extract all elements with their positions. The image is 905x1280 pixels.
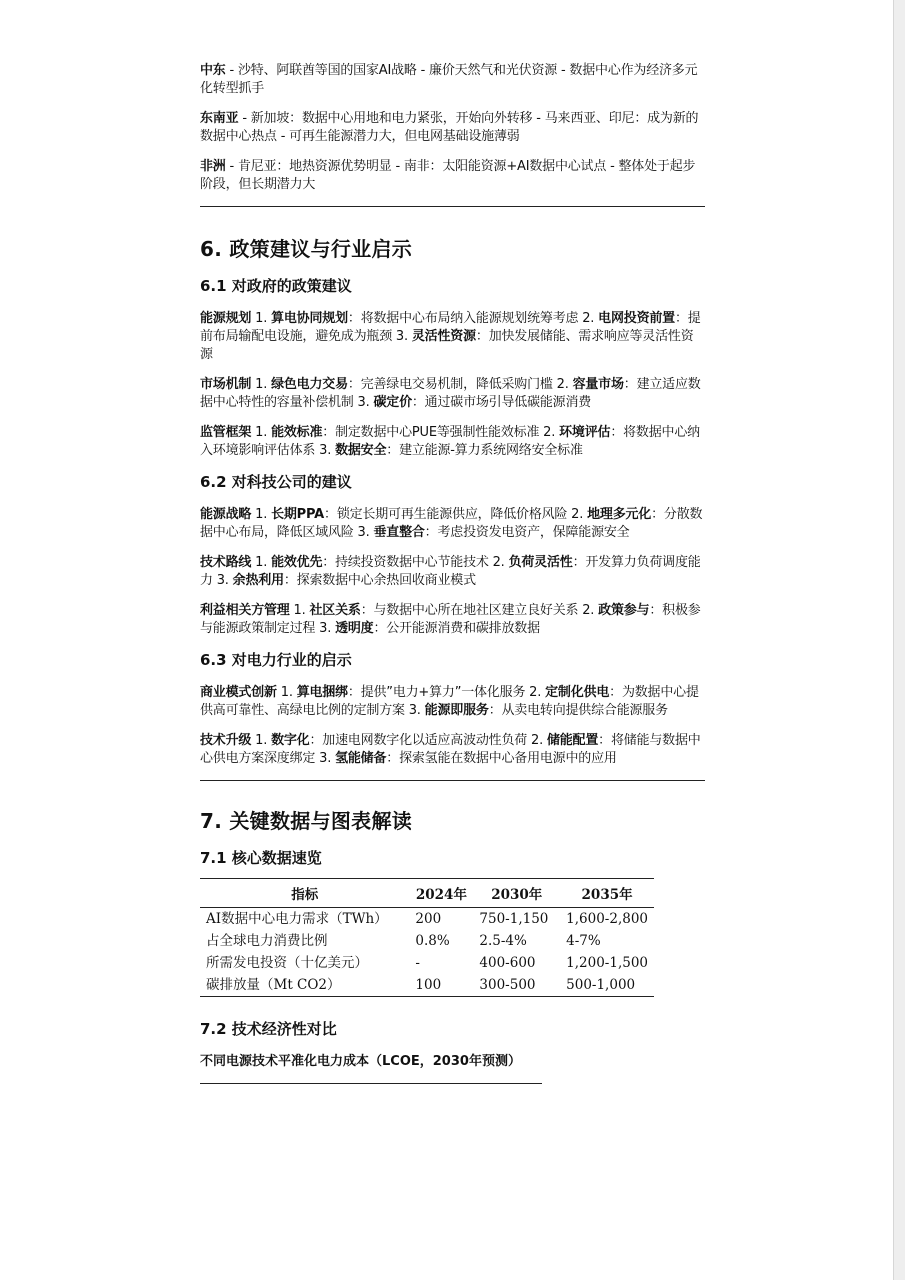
body-text: 1. [289, 603, 310, 618]
section-6-2-body [200, 506, 705, 638]
table-cell: 1,600-2,800 [566, 911, 648, 927]
bold-term: 市场机制 [200, 377, 252, 392]
table-cell: 1,200-1,500 [566, 955, 648, 971]
bold-term: 碳定价 [373, 395, 412, 410]
recommendation-paragraph [200, 684, 705, 720]
body-text: ：建立能源-算力系统网络安全标准 [386, 443, 583, 458]
table-row [200, 908, 654, 931]
recommendation-paragraph [200, 554, 705, 590]
body-text: ：公开能源消费和碳排放数据 [373, 621, 540, 636]
body-text: 1. [251, 733, 272, 748]
body-text: ：加速电网数字化以适应高波动性负荷 2. [309, 733, 547, 748]
body-text: 1. [251, 507, 272, 522]
bold-term: 算电捆绑 [296, 685, 348, 700]
body-text: ：将数据中心纳入环境影响评估体系 3. [200, 425, 700, 458]
table-row [200, 952, 654, 974]
table-cell: 4-7% [566, 933, 601, 949]
section-7-1-title: 7.1 核心数据速览 [200, 849, 322, 867]
bold-term: 数字化 [271, 733, 310, 748]
body-text: ：制定数据中心PUE等强制性能效标准 2. [322, 425, 560, 440]
bold-term: 利益相关方管理 [200, 603, 290, 618]
bold-term: 数据安全 [335, 443, 387, 458]
section-7-title: 7. 关键数据与图表解读 [200, 809, 413, 833]
body-text: ：完善绿电交易机制，降低采购门槛 2. [347, 377, 573, 392]
table-row [200, 930, 654, 952]
table-cell: 500-1,000 [560, 974, 654, 997]
bold-term: 垂直整合 [373, 525, 425, 540]
table-header-cell: 2030年 [473, 879, 560, 908]
section-6-3-title: 6.3 对电力行业的启示 [200, 651, 352, 669]
recommendation-paragraph [200, 424, 705, 460]
body-text: 1. [251, 555, 272, 570]
table-cell: 0.8% [415, 933, 450, 949]
bold-term: 社区关系 [309, 603, 361, 618]
recommendation-paragraph [200, 506, 705, 542]
table-cell: 2.5-4% [479, 933, 527, 949]
table-header-row [200, 879, 654, 908]
body-text: ：建立适应数据中心特性的容量补偿机制 3. [200, 377, 701, 410]
recommendation-paragraph [200, 602, 705, 638]
table-cell: 300-500 [473, 974, 560, 997]
bold-term: 商业模式创新 [200, 685, 277, 700]
document-page [200, 62, 705, 1084]
bold-term: 技术升级 [200, 733, 252, 748]
body-text: ：持续投资数据中心节能技术 2. [322, 555, 509, 570]
table-cell: 200 [415, 911, 442, 927]
body-text: ：锁定长期可再生能源供应，降低价格风险 2. [324, 507, 588, 522]
body-text: ：提供”电力+算力”一体化服务 2. [347, 685, 546, 700]
body-text: ：探索氢能在数据中心备用电源中的应用 [386, 751, 617, 766]
regions-list [200, 62, 705, 194]
bold-term: 能效标准 [271, 425, 323, 440]
bold-term: 余热利用 [232, 573, 284, 588]
table-cell: 占全球电力消费比例 [206, 933, 328, 949]
divider [200, 780, 705, 781]
bold-term: 能源规划 [200, 311, 252, 326]
bold-term: 算电协同规划 [271, 311, 348, 326]
bold-term: 电网投资前置 [598, 311, 675, 326]
body-text: 1. [251, 425, 272, 440]
table-header-cell: 指标 [200, 879, 409, 908]
bold-term: 能效优先 [271, 555, 323, 570]
table-cell: 400-600 [479, 955, 536, 971]
body-text: ：将储能与数据中心供电方案深度绑定 3. [200, 733, 701, 766]
body-text: ：从卖电转向提供综合能源服务 [488, 703, 668, 718]
section-6-1-body [200, 310, 705, 460]
bold-term: 政策参与 [598, 603, 650, 618]
table-cell: - [415, 955, 420, 971]
core-data-table [200, 878, 654, 997]
bold-term: 能源即服务 [424, 703, 489, 718]
chart-caption: 不同电源技术平准化电力成本（LCOE，2030年预测） [200, 1054, 521, 1069]
bold-term: 灵活性资源 [411, 329, 476, 344]
section-6-3-body [200, 684, 705, 768]
divider [200, 206, 705, 207]
bold-term: 容量市场 [572, 377, 624, 392]
region-text: - 新加坡：数据中心用地和电力紧张，开始向外转移 - 马来西亚、印尼：成为新的数据中心热点 - 可再生能源潜力大，但电网基础设施薄弱 [200, 111, 699, 144]
region-paragraph [200, 62, 705, 98]
caption-underline [200, 1083, 542, 1084]
window-scrollbar-edge[interactable] [893, 0, 905, 1280]
body-text: ：将数据中心布局纳入能源规划统筹考虑 2. [347, 311, 599, 326]
body-text: ：积极参与能源政策制定过程 3. [200, 603, 701, 636]
section-6-title: 6. 政策建议与行业启示 [200, 237, 413, 261]
body-text: ：开发算力负荷调度能力 3. [200, 555, 701, 588]
table-header-cell: 2035年 [560, 879, 654, 908]
bold-term: 长期PPA [271, 507, 325, 522]
region-paragraph [200, 110, 705, 146]
body-text: 1. [276, 685, 297, 700]
bold-term: 负荷灵活性 [508, 555, 573, 570]
body-text: ：提前布局输配电设施，避免成为瓶颈 3. [200, 311, 701, 344]
recommendation-paragraph [200, 310, 705, 364]
bold-term: 绿色电力交易 [271, 377, 348, 392]
table-row [200, 974, 654, 997]
bold-term: 透明度 [335, 621, 374, 636]
body-text: ：考虑投资发电资产，保障能源安全 [424, 525, 630, 540]
recommendation-paragraph [200, 376, 705, 412]
body-text: ：加快发展储能、需求响应等灵活性资源 [200, 329, 694, 362]
section-7-2-title: 7.2 技术经济性对比 [200, 1020, 337, 1038]
body-text: ：为数据中心提供高可靠性、高绿电比例的定制方案 3. [200, 685, 699, 718]
bold-term: 技术路线 [200, 555, 252, 570]
region-name: 非洲 [200, 159, 226, 174]
body-text: ：通过碳市场引导低碳能源消费 [411, 395, 592, 410]
body-text: 1. [251, 311, 272, 326]
table-header-cell: 2024年 [409, 879, 473, 908]
body-text: ：探索数据中心余热回收商业模式 [283, 573, 476, 588]
bold-term: 氢能储备 [335, 751, 387, 766]
bold-term: 储能配置 [546, 733, 599, 748]
table-cell: 750-1,150 [479, 911, 549, 927]
body-text: 1. [251, 377, 272, 392]
recommendation-paragraph [200, 732, 705, 768]
bold-term: 监管框架 [200, 425, 252, 440]
region-text: - 肯尼亚：地热资源优势明显 - 南非：太阳能资源+AI数据中心试点 - 整体处于起步阶段，但长期潜力大 [200, 159, 696, 192]
bold-term: 定制化供电 [545, 685, 610, 700]
body-text: ：分散数据中心布局，降低区域风险 3. [200, 507, 703, 540]
bold-term: 地理多元化 [587, 507, 652, 522]
region-name: 中东 [200, 63, 226, 78]
region-name: 东南亚 [200, 111, 239, 126]
bold-term: 环境评估 [559, 425, 611, 440]
table-cell: 碳排放量（Mt CO2） [200, 974, 409, 997]
section-6-1-title: 6.1 对政府的政策建议 [200, 277, 352, 295]
section-6-2-title: 6.2 对科技公司的建议 [200, 473, 352, 491]
region-text: - 沙特、阿联酋等国的国家AI战略 - 廉价天然气和光伏资源 - 数据中心作为经济多元化转型抓手 [200, 63, 698, 96]
bold-term: 能源战略 [200, 507, 252, 522]
table-cell: 100 [409, 974, 473, 997]
body-text: ：与数据中心所在地社区建立良好关系 2. [360, 603, 599, 618]
table-cell: AI数据中心电力需求（TWh） [206, 911, 388, 927]
table-cell: 所需发电投资（十亿美元） [206, 955, 368, 971]
region-paragraph [200, 158, 705, 194]
